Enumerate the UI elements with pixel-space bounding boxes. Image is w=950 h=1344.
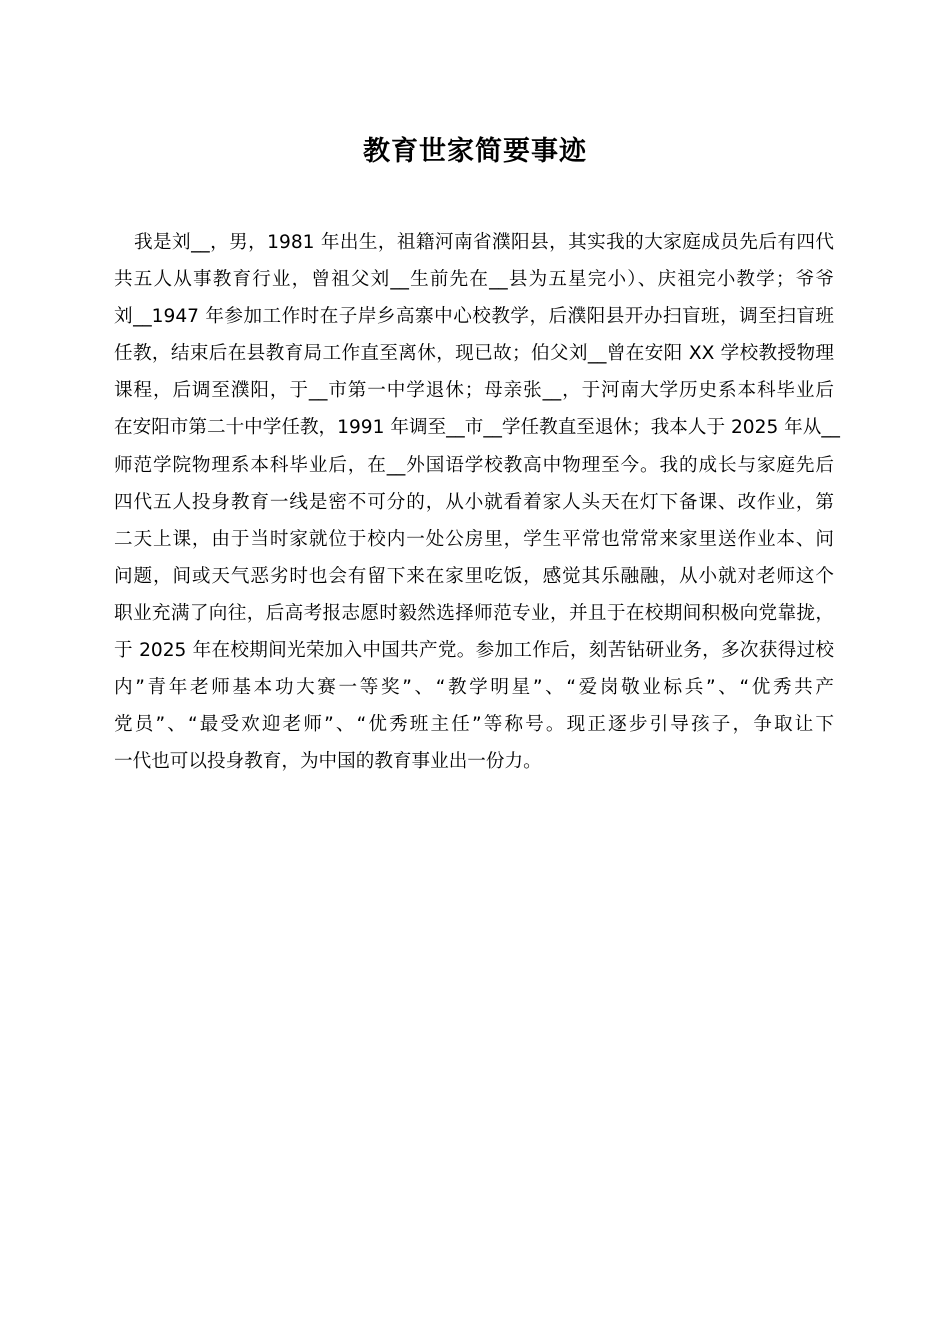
body-line: 任教，结束后在县教育局工作直至离休，现已故；伯父刘__曾在安阳 XX 学校教授物理 — [114, 343, 834, 365]
body-line: 二天上课，由于当时家就位于校内一处公房里，学生平常也常常来家里送作业本、问 — [114, 528, 834, 550]
body-line: 共五人从事教育行业，曾祖父刘__生前先在__县为五星完小）、庆祖完小教学；爷爷 — [114, 269, 834, 291]
body-line: 职业充满了向往，后高考报志愿时毅然选择师范专业，并且于在校期间积极向党靠拢， — [114, 602, 834, 624]
body-line: 刘__1947 年参加工作时在子岸乡高寨中心校教学，后濮阳县开办扫盲班，调至扫盲班 — [114, 306, 834, 328]
document-body — [114, 224, 840, 780]
body-line: 师范学院物理系本科毕业后，在__外国语学校教高中物理至今。我的成长与家庭先后 — [114, 454, 834, 476]
body-line: 问题，间或天气恶劣时也会有留下来在家里吃饭，感觉其乐融融，从小就对老师这个 — [114, 565, 834, 587]
body-line: 四代五人投身教育一线是密不可分的，从小就看着家人头天在灯下备课、改作业，第 — [114, 491, 834, 513]
document-title: 教育世家简要事迹 — [363, 136, 587, 167]
body-line: 课程，后调至濮阳，于__市第一中学退休；母亲张__，于河南大学历史系本科毕业后 — [114, 380, 834, 402]
body-line: 党员”、“最受欢迎老师”、“优秀班主任”等称号。现正逐步引导孩子，争取让下 — [114, 714, 834, 736]
body-line: 内”青年老师基本功大赛一等奖”、“教学明星”、“爱岗敬业标兵”、“优秀共产 — [114, 677, 834, 699]
body-line: 我是刘__，男，1981 年出生，祖籍河南省濮阳县，其实我的大家庭成员先后有四代 — [134, 232, 834, 253]
body-line: 一代也可以投身教育，为中国的教育事业出一份力。 — [114, 751, 542, 773]
body-line: 于 2025 年在校期间光荣加入中国共产党。参加工作后，刻苦钻研业务，多次获得过校 — [114, 640, 834, 662]
body-line: 在安阳市第二十中学任教，1991 年调至__市__学任教直至退休；我本人于 2025 年从__ — [114, 417, 840, 439]
